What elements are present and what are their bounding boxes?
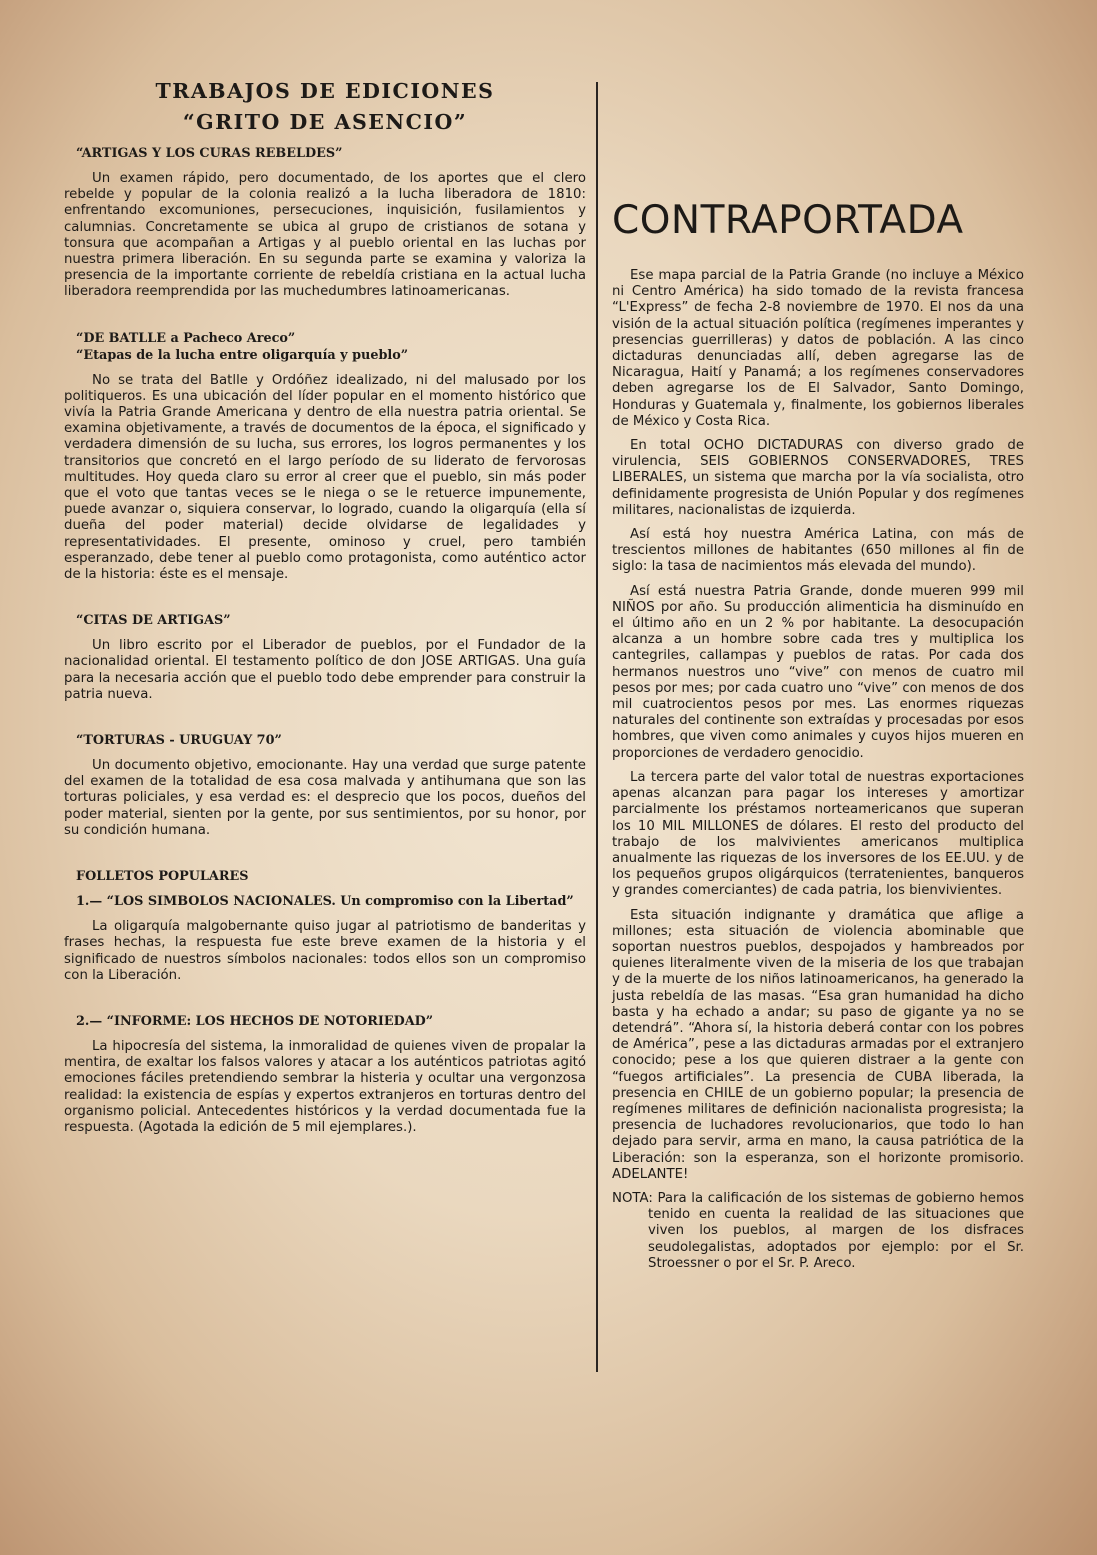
folleto-1-body: La oligarquía malgobernante quiso jugar al patriotismo de banderitas y frases hechas, la respuesta fue este breve examen de la historia y el significado de nuestros símbolos nacionales: todos ellos son un compromiso con la Liberación. (64, 919, 586, 983)
section-title-torturas: “TORTURAS - URUGUAY 70” (76, 733, 282, 749)
folleto-2-title: 2.— “INFORME: LOS HECHOS DE NOTORIEDAD” (76, 1013, 434, 1029)
page-title (64, 76, 586, 138)
left-column (64, 76, 586, 1166)
title-line-2: “GRITO DE ASENCIO” (182, 110, 468, 134)
section-title-citas: “CITAS DE ARTIGAS” (76, 613, 231, 629)
section-body-artigas-curas: Un examen rápido, pero documentado, de los aportes que el clero rebelde y popular de la colonia realizó a la lucha liberadora de 1810: enfrentando excomuniones, persecuciones, inquisición, fusilamientos y calumnias. Concretamente se ubica al grupo de cristianos de sotana y tonsura que acompañan a Artigas y al pueblo oriental en las luchas por nuestra primera liberación. En su segunda parte se examina y valoriza la presencia de la importante corriente de rebeldía cristiana en la actual lucha liberadora reemprendida por las muchedumbres latinoamericanas. (64, 171, 586, 300)
right-paragraph-5: La tercera parte del valor total de nuestras exportaciones apenas alcanzan para pagar los intereses y amortizar parcialmente los préstamos norteamericanos que superan los 10 MIL MILLONES de dólares. El resto del producto del trabajo de los malvivientes americanos multiplica anualmente las riquezas de los inversores de los EE.UU. y de los pequeños grupos oligárquicos (terratenientes, banqueros y grandes comerciantes) de cada patria, los bienvivientes. (612, 769, 1024, 899)
right-paragraph-1: Ese mapa parcial de la Patria Grande (no incluye a México ni Centro América) ha sido tomado de la revista francesa “L'Express” de fecha 2-8 noviembre de 1970. El nos da una visión de la actual situación política (regímenes imperantes y presencias guerrilleras) y datos de población. A las cinco dictaduras denunciadas allí, deben agregarse las de Nicaragua, Haití y Panamá; a los regímenes conservadores deben agregarse los de El Salvador, Santo Domingo, Honduras y Guatemala y, finalmente, los gobiernos liberales de México y Costa Rica. (612, 268, 1024, 429)
right-paragraph-3: Así está hoy nuestra América Latina, con más de trescientos millones de habitantes (650 millones al fin de siglo: la tasa de nacimientos más elevada del mundo). (612, 527, 1024, 575)
section-body-batlle: No se trata del Batlle y Ordóñez idealizado, ni del malusado por los politiqueros. Es una ubicación del líder popular en el momento histórico que vivía la Patria Grande Americana y dentro de ella nuestra patria oriental. Se examina objetivamente, a través de documentos de la época, el significado y verdadera dimensión de su lucha, sus errores, los logros permanentes y los transitorios que concretó en el largo período de su liderato de fervorosas multitudes. Hoy queda claro su error al creer que el pueblo, sin más poder que el voto que tantas veces se le niega o se le retuerce impunemente, puede avanzar o, siquiera conservar, lo logrado, cuando la oligarquía (ella sí dueña del poder material) decide olvidarse de legalidades y representatividades. El presente, ominoso y cruel, pero también esperanzado, debe tener al pueblo como protagonista, como auténtico actor de la historia: éste es el mensaje. (64, 372, 586, 583)
right-paragraph-6: Esta situación indignante y dramática que aflige a millones; esta situación de violencia abominable que soportan nuestros pueblos, despojados y hambreados por quienes literalmente viven de la miseria de los que trabajan y de la muerte de los niños latinoamericanos, ha generado la justa rebeldía de las masas. “Esa gran humanidad ha dicho basta y ha echado a andar; su paso de gigante ya no se detendrá”. “Ahora sí, la historia deberá contar con los pobres de América”, pese a las dictaduras armadas por el extranjero conocido; pese a los que quieren distraer a la gente con “fuegos artificiales”. La presencia de CUBA liberada, la presencia en CHILE de un gobierno popular; la presencia de regímenes militares de definición nacionalista progresista; la presencia de luchadores revolucionarios, que todo lo han dejado para servir, arma en mano, la causa patriótica de la Liberación: son la esperanza, son el horizonte promisorio. ADELANTE! (612, 907, 1024, 1182)
folleto-2-body: La hipocresía del sistema, la inmoralidad de quienes viven de propalar la mentira, de exaltar los falsos valores y atacar a los auténticos patriotas agitó emociones fáciles pretendiendo sembrar la histeria y ocultar una vergonzosa realidad: la existencia de espías y expertos extranjeros en torturas dentro del organismo policial. Antecedentes históricos y la verdad documentada fue la respuesta. (Agotada la edición de 5 mil ejemplares.). (64, 1038, 586, 1135)
column-divider (596, 82, 598, 1372)
section-body-torturas: Un documento objetivo, emocionante. Hay una verdad que surge patente del examen de la totalidad de esa cosa malvada y antihumana que son las torturas policiales, y esa verdad es: el desprecio que los pocos, dueños del poder material, sienten por la gente, por sus sentimientos, por su honor, por su condición humana. (64, 758, 586, 838)
section-title-folletos: FOLLETOS POPULARES (76, 869, 249, 885)
nota-footnote: NOTA: Para la calificación de los sistemas de gobierno hemos tenido en cuenta la realidad de las situaciones que viven los pueblos, al margen de los disfraces seudolegalistas, adoptados por ejemplo: por el Sr. Stroessner o por el Sr. P. Areco. (612, 1190, 1024, 1271)
right-paragraph-2: En total OCHO DICTADURAS con diverso grado de virulencia, SEIS GOBIERNOS CONSERVADORES, TRES LIBERALES, un sistema que marcha por la vía socialista, otro definidamente progresista de Unión Popular y dos regímenes militares, nacionalistas de izquierda. (612, 438, 1024, 518)
section-subtitle-batlle: “Etapas de la lucha entre oligarquía y pueblo” (76, 347, 409, 363)
folleto-1-title: 1.— “LOS SIMBOLOS NACIONALES. Un compromiso con la Libertad” (76, 894, 574, 910)
title-line-1: TRABAJOS DE EDICIONES (155, 79, 495, 103)
right-column (612, 268, 1024, 1272)
section-title-batlle: “DE BATLLE a Pacheco Areco” (76, 330, 296, 346)
section-body-citas: Un libro escrito por el Liberador de pueblos, por el Fundador de la nacionalidad oriental. El testamento político de don JOSE ARTIGAS. Una guía para la necesaria acción que el pueblo todo debe emprender para construir la patria nueva. (64, 638, 586, 702)
contraportada-title: CONTRAPORTADA (612, 198, 964, 243)
right-paragraph-4: Así está nuestra Patria Grande, donde mueren 999 mil NIÑOS por año. Su producción alimenticia ha disminuído en el último año en un 2 % por habitante. La desocupación alcanza a un hombre sobre cada tres y multiplica los cantegriles, callampas y pueblos de ratas. Por cada dos hermanos nuestros uno “vive” con menos de cuatro mil pesos por mes; por cada cuatro uno “vive” con menos de dos mil cuatrocientos pesos por mes. Las enormes riquezas naturales del continente son extraídas y procesadas por esos hombres, que viven como animales y cuyos hijos mueren en proporciones de verdadero genocidio. (612, 583, 1024, 761)
section-title-artigas-curas: “ARTIGAS Y LOS CURAS REBELDES” (76, 146, 343, 161)
